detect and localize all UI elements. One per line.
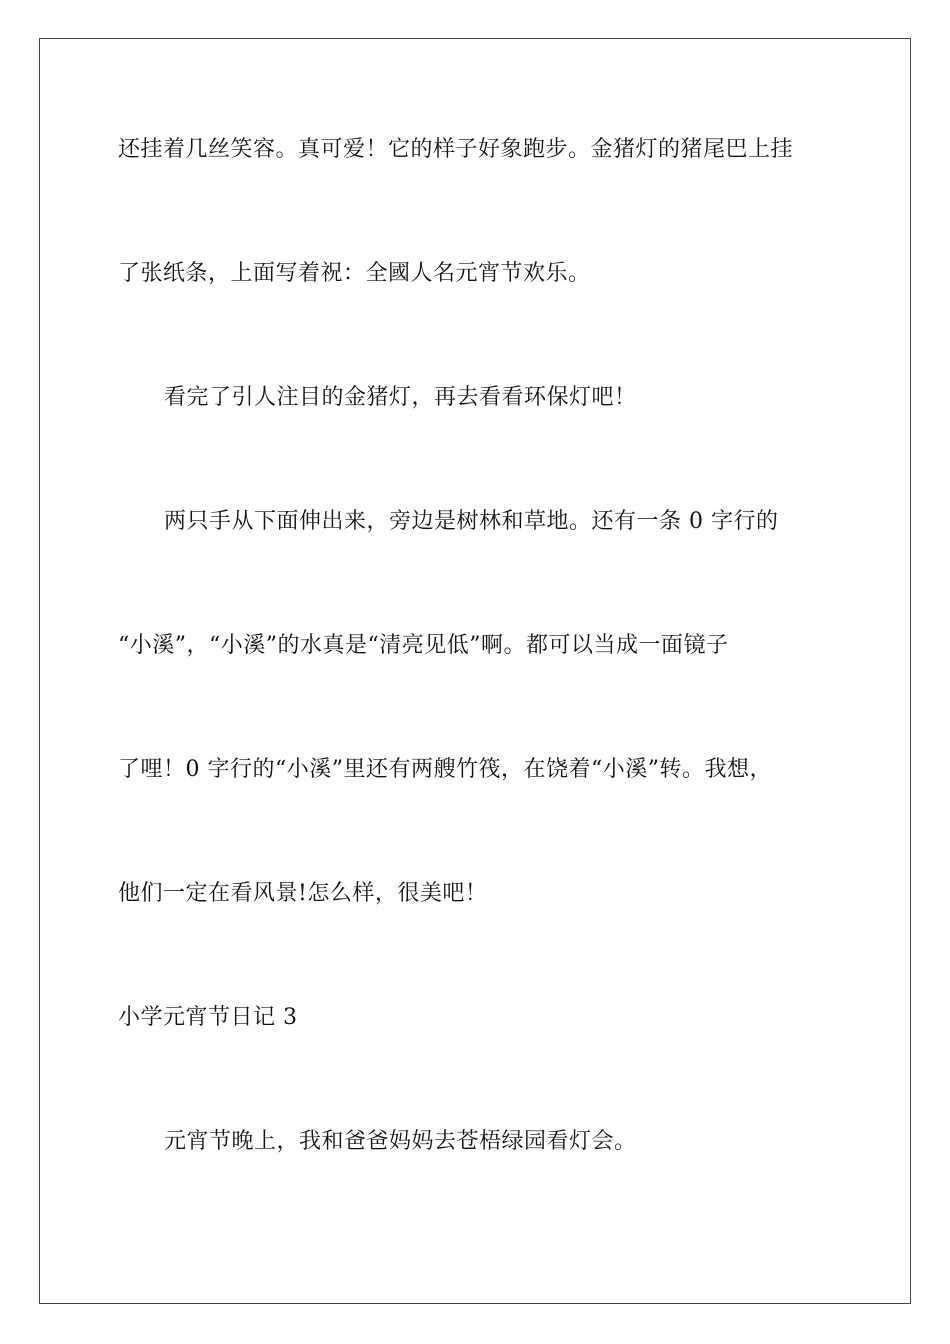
paragraph-line: 了哩！0 字行的“小溪”里还有两艘竹筏，在饶着“小溪”转。我想， (118, 757, 772, 782)
paragraph-line: 看完了引人注目的金猪灯，再去看看环保灯吧！ (164, 385, 637, 410)
paragraph-line: “小溪”，“小溪”的水真是“清亮见低”啊。都可以当成一面镜子 (118, 633, 729, 658)
paragraph-line: 他们一定在看风景!怎么样，很美吧！ (118, 881, 488, 906)
page-border (39, 38, 911, 1304)
paragraph-line: 还挂着几丝笑容。真可爱！它的样子好象跑步。金猪灯的猪尾巴上挂 (118, 137, 794, 162)
paragraph-line: 两只手从下面伸出来，旁边是树林和草地。还有一条 0 字行的 (164, 509, 779, 534)
section-heading: 小学元宵节日记 3 (118, 1005, 298, 1030)
paragraph-line: 元宵节晚上，我和爸爸妈妈去苍梧绿园看灯会。 (164, 1129, 637, 1154)
paragraph-line: 了张纸条，上面写着祝：全國人名元宵节欢乐。 (118, 261, 591, 286)
